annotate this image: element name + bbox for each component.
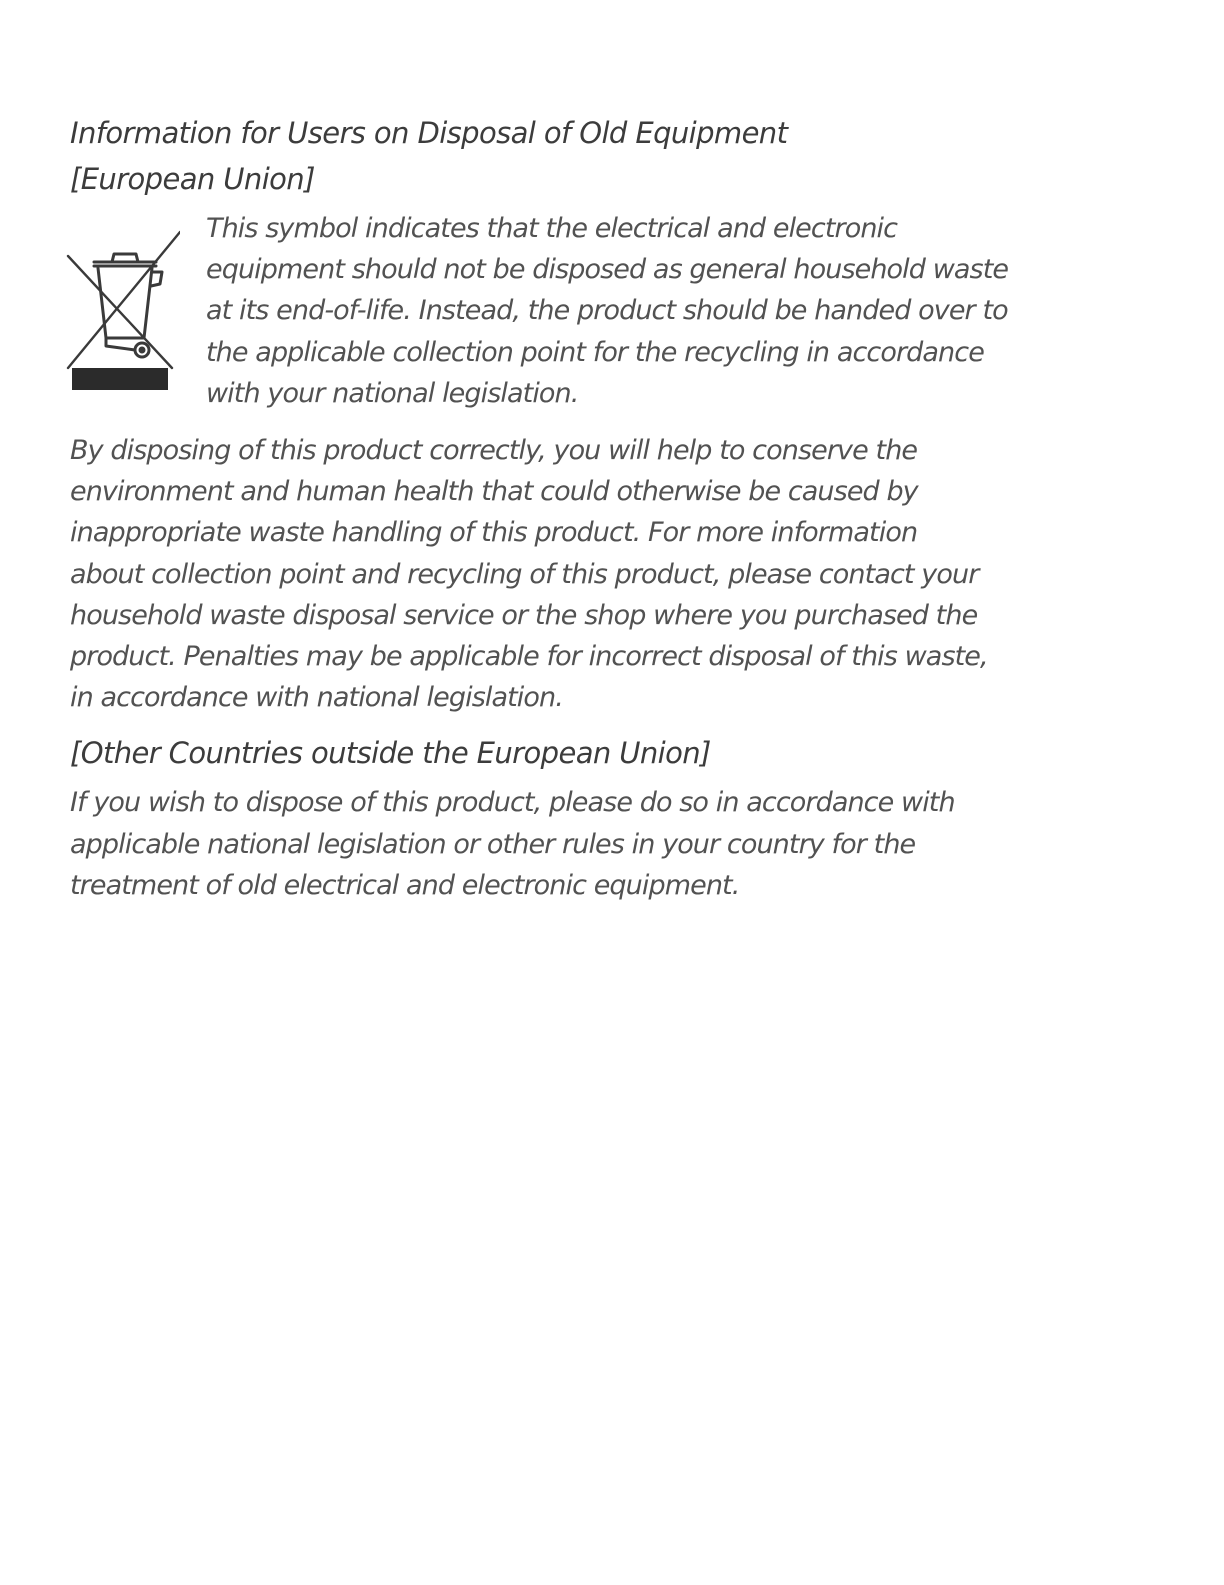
correct-disposal-paragraph [70, 430, 1080, 718]
text-line: By disposing of this product correctly, you will help to conserve the [70, 435, 918, 466]
text-line: product. Penalties may be applicable for incorrect disposal of this waste, [70, 641, 988, 673]
text-line: household waste disposal service or the shop where you purchased the [70, 599, 978, 631]
disposal-info-page [70, 110, 1080, 906]
text-line: inappropriate waste handling of this product. For more information [70, 517, 918, 549]
text-line: applicable national legislation or other rules in your country for the [70, 828, 916, 860]
text-line: This symbol indicates that the electrical and electronic [206, 213, 898, 244]
other-countries-heading: [Other Countries outside the European Union] [70, 736, 711, 771]
other-countries-paragraph [70, 782, 1080, 906]
symbol-explanation-paragraph [206, 208, 1096, 414]
text-line: in accordance with national legislation. [70, 682, 563, 714]
text-line: about collection point and recycling of this product, please contact your [70, 558, 979, 590]
text-line: equipment should not be disposed as general household waste [206, 254, 1009, 286]
text-line: at its end-of-life. Instead, the product should be handed over to [206, 295, 1008, 327]
text-line: treatment of old electrical and electronic equipment. [70, 869, 740, 901]
title-line-1: Information for Users on Disposal of Old Equipment [70, 116, 788, 150]
text-line: the applicable collection point for the recycling in accordance [206, 336, 984, 368]
weee-symbol-section [70, 208, 1080, 414]
text-line: environment and human health that could otherwise be caused by [70, 476, 918, 508]
crossed-out-wheelie-bin-icon [64, 228, 180, 390]
page-title [70, 110, 1080, 202]
text-line: If you wish to dispose of this product, please do so in accordance with [70, 787, 955, 819]
title-line-2: [European Union] [70, 162, 315, 196]
text-line: with your national legislation. [206, 377, 579, 409]
